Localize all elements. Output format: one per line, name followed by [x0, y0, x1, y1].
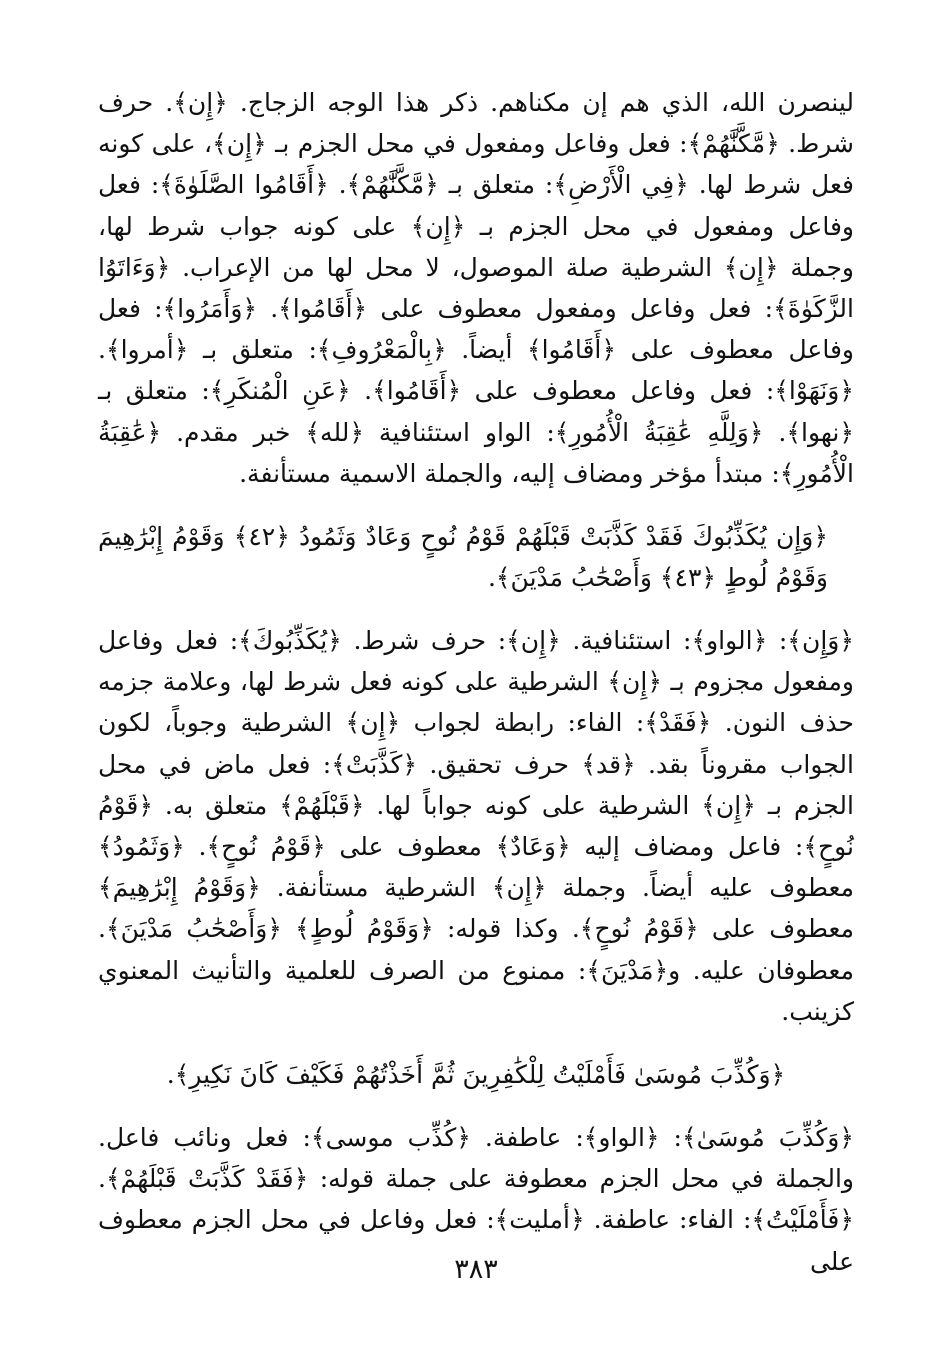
paragraph-2: ﴿وَإِن﴾: ﴿الواو﴾: استئنافية. ﴿إِن﴾: حرف شرط. ﴿يُكَذِّبُوكَ﴾: فعل وفاعل ومفعول مجزوم بـ ﴿إِن﴾ الشرطية على كونه فعل شرط لها، وعلامة جزمه حذف النون. ﴿فَقَدْ﴾: الفاء: رابطة لجواب ﴿إِن﴾ الشرطية وجوباً، لكون الجواب مقروناً بقد. ﴿قد﴾ حرف تحقيق. ﴿كَذَّبَتْ﴾: فعل ماض في محل الجزم بـ ﴿إِن﴾ الشرطية على كونه جواباً لها. ﴿قَبْلَهُمْ﴾ متعلق به. ﴿قَوْمُ نُوحٍ﴾: فاعل ومضاف إليه ﴿وَعَادٌ﴾ معطوف على ﴿قَوْمُ نُوحٍ﴾. ﴿وَثَمُودُ﴾ معطوف عليه أيضاً. وجملة ﴿إِن﴾ الشرطية مستأنفة. ﴿وَقَوْمُ إِبْرَٰهِيمَ﴾ معطوف على ﴿قَوْمُ نُوحٍ﴾. وكذا قوله: ﴿وَقَوْمُ لُوطٍ﴾ ﴿وَأَصْحَٰبُ مَدْيَنَ﴾. معطوفان عليه. و﴿مَدْيَنَ﴾: ممنوع من الصرف للعلمية والتأنيث المعنوي كزينب. [98, 626, 854, 1026]
paragraph-1: لينصرن الله، الذي هم إن مكناهم. ذكر هذا الوجه الزجاج. ﴿إِن﴾. حرف شرط. ﴿مَّكَّنَّٰهُمْ﴾: فعل وفاعل ومفعول في محل الجزم بـ ﴿إِن﴾، على كونه فعل شرط لها. ﴿فِي الْأَرْضِ﴾: متعلق بـ ﴿مَّكَّنَّٰهُمْ﴾. ﴿أَقَامُوا الصَّلَوٰةَ﴾: فعل وفاعل ومفعول في محل الجزم بـ ﴿إِن﴾ على كونه جواب شرط لها، وجملة ﴿إِن﴾ الشرطية صلة الموصول، لا محل لها من الإعراب. ﴿وَءَاتَوُا الزَّكَوٰةَ﴾: فعل وفاعل ومفعول معطوف على ﴿أَقَامُوا﴾. ﴿وَأَمَرُوا﴾: فعل وفاعل معطوف على ﴿أَقَامُوا﴾ أيضاً. ﴿بِالْمَعْرُوفِ﴾: متعلق بـ ﴿أمروا﴾. ﴿وَنَهَوْا﴾: فعل وفاعل معطوف على ﴿أَقَامُوا﴾. ﴿عَنِ الْمُنكَرِ﴾: متعلق بـ ﴿نهوا﴾. ﴿وَلِلَّهِ عَٰقِبَةُ الْأُمُورِ﴾: الواو استئنافية ﴿لله﴾ خبر مقدم. ﴿عَٰقِبَةُ الْأُمُورِ﴾: مبتدأ مؤخر ومضاف إليه، والجملة الاسمية مستأنفة. [98, 88, 854, 488]
quran-verse-2: ﴿وَكُذِّبَ مُوسَىٰ فَأَمْلَيْتُ لِلْكَٰفِرِينَ ثُمَّ أَخَذْتُهُمْ فَكَيْفَ كَانَ نَكِيرِ﴾. [166, 1060, 786, 1090]
page-number: ٣٨٣ [454, 1254, 498, 1285]
paragraph-3: ﴿وَكُذِّبَ مُوسَىٰ﴾: ﴿الواو﴾: عاطفة. ﴿كُذِّب موسى﴾: فعل ونائب فاعل. والجملة في محل الجزم معطوفة على جملة قوله: ﴿فَقَدْ كَذَّبَتْ قَبْلَهُمْ﴾. ﴿فَأَمْلَيْتُ﴾: الفاء: عاطفة. ﴿أمليت﴾: فعل وفاعل في محل الجزم معطوف على [98, 1123, 854, 1276]
quran-verse-1: ﴿وَإِن يُكَذِّبُوكَ فَقَدْ كَذَّبَتْ قَبْلَهُمْ قَوْمُ نُوحٍ وَعَادٌ وَثَمُودُ ﴿٤٢﴾ وَقَوْمُ إِبْرَٰهِيمَ وَقَوْمُ لُوطٍ ﴿٤٣﴾ وَأَصْحَٰبُ مَدْيَنَ﴾. [98, 522, 828, 593]
